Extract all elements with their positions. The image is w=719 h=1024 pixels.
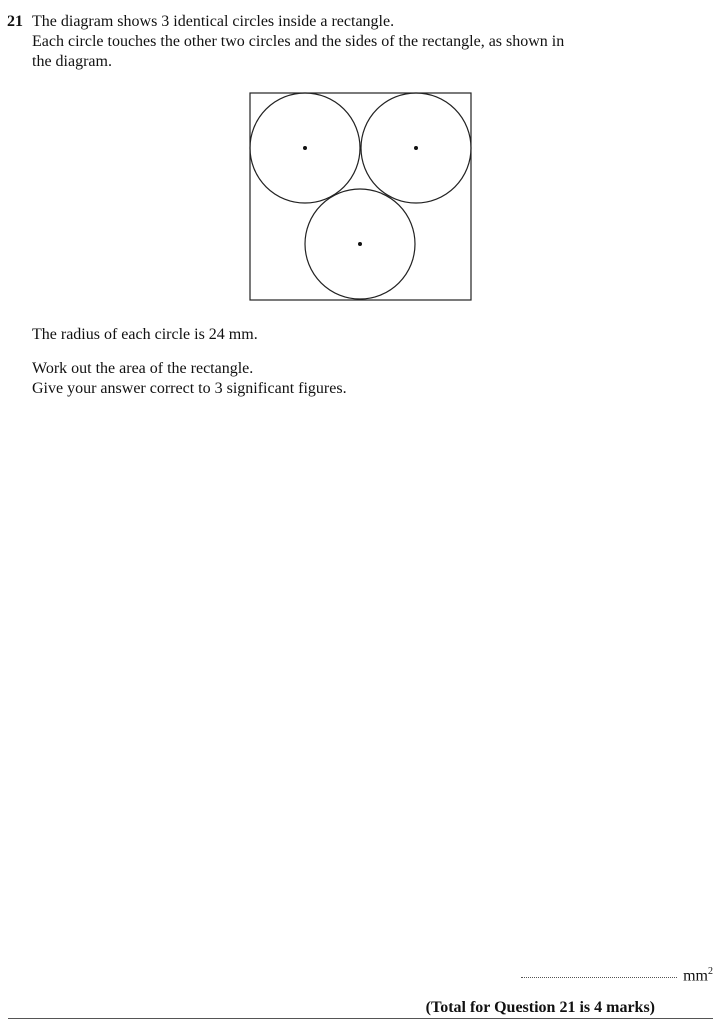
- centre-dot-top-right: [414, 146, 418, 150]
- answer-dots[interactable]: [521, 977, 677, 978]
- centre-dot-bottom: [358, 242, 362, 246]
- circles-diagram: [244, 88, 476, 304]
- intro-line-2: Each circle touches the other two circles and the sides of the rectangle, as shown in: [32, 33, 565, 50]
- task-line-2: Give your answer correct to 3 significant figures.: [32, 380, 347, 397]
- centre-dot-top-left: [303, 146, 307, 150]
- question-number: 21: [7, 13, 23, 30]
- answer-unit: mm: [683, 967, 708, 985]
- task-line-1: Work out the area of the rectangle.: [32, 360, 254, 377]
- total-marks: (Total for Question 21 is 4 marks): [425, 999, 655, 1016]
- answer-unit-power: 2: [708, 966, 713, 977]
- answer-line[interactable]: [521, 962, 713, 986]
- intro-line-1: The diagram shows 3 identical circles inside a rectangle.: [32, 13, 395, 30]
- intro-line-3: the diagram.: [32, 53, 112, 70]
- bottom-rule: [8, 1018, 713, 1019]
- radius-statement: The radius of each circle is 24 mm.: [32, 326, 258, 343]
- rectangle: [250, 93, 471, 300]
